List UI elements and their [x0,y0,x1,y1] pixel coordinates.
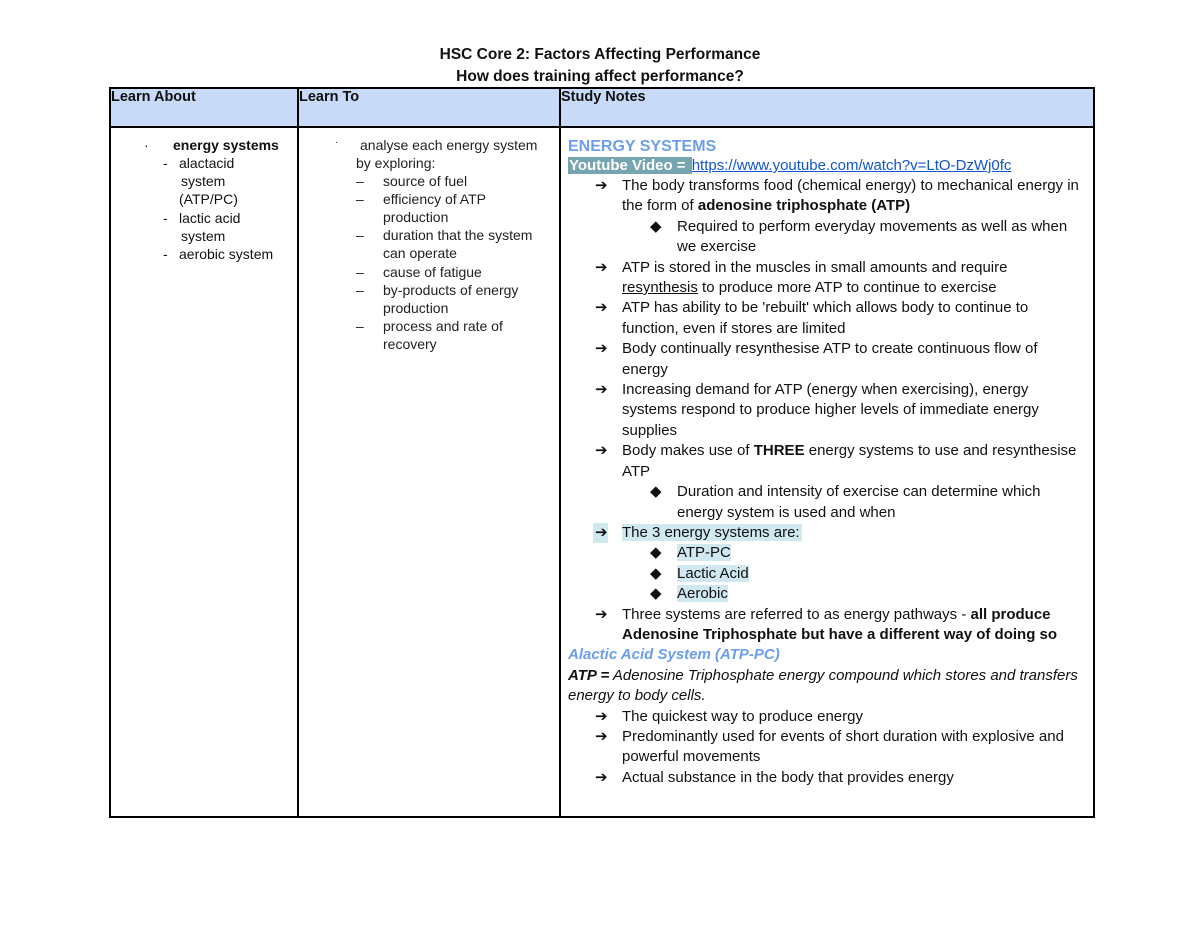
note-text: The quickest way to produce energy [622,707,863,725]
list-item [568,564,1087,584]
note-text: to produce more ATP to continue to exercise [697,279,997,297]
arrow-icon: ➔ [595,768,608,786]
note-text: ATP has ability to be 'rebuilt' which allows body to continue to function, even if stores are limited [622,299,1029,337]
list-item [356,263,556,281]
dash-icon: – [356,227,364,243]
list-item [568,258,1087,299]
note-bold: THREE [753,442,805,460]
energy-system-name: Lactic Acid [677,564,749,582]
arrow-icon: ➔ [595,258,608,276]
list-item [356,172,556,190]
page-subtitle: How does training affect performance? [456,68,744,85]
diamond-icon: ◆ [650,483,662,501]
sub-text: aerobic system [179,246,274,262]
list-item [356,317,556,353]
note-text: Duration and intensity of exercise can determine which energy system is used and when [677,483,1041,521]
dash-icon: - [163,155,168,171]
dash-icon: - [163,246,168,262]
atp-definition-text: Adenosine Triphosphate energy compound which stores and transfers energy to body cells. [568,666,1078,705]
dash-icon: - [163,210,168,226]
study-notes [561,128,1093,788]
arrow-icon: ➔ [593,523,608,543]
list-item [568,380,1087,441]
item-text: by-products of energy production [383,282,519,317]
list-item [568,768,1087,788]
arrow-icon: ➔ [595,177,608,194]
note-bold: all produce Adenosine Triphosphate but have a different way of doing so [622,605,1058,643]
bullet-icon: · [335,137,339,148]
diamond-icon: ◆ [650,217,662,235]
list-item [568,339,1087,380]
dash-icon: – [356,318,364,334]
list-item [568,605,1087,646]
header-learn-to: Learn To [298,88,560,127]
bullet-icon: · [144,137,149,153]
atp-term: ATP = [568,666,610,684]
energy-system-name: ATP-PC [677,544,731,562]
dash-icon: – [356,173,364,189]
sub-text: lactic acid [179,210,241,226]
table-header-row [110,88,1094,127]
diamond-icon: ◆ [650,564,662,582]
arrow-icon: ➔ [595,707,608,725]
arrow-icon: ➔ [595,727,608,745]
list-item [568,298,1087,339]
video-row [568,156,1087,176]
learn-to-intro [356,136,556,172]
item-text: cause of fatigue [383,264,482,280]
item-text: duration that the system can operate [383,227,533,262]
learn-to-intro-text: analyse each energy system by exploring: [356,137,538,172]
atp-definition [568,666,1087,707]
note-text: Required to perform everyday movements as well as when we exercise [677,217,1068,256]
list-item [568,727,1087,768]
list-item [568,707,1087,727]
video-label: Youtube Video = [569,157,690,174]
item-text: source of fuel [383,173,468,189]
arrow-icon: ➔ [595,442,608,460]
diamond-icon: ◆ [650,585,662,603]
note-text: Three systems are referred to as energy pathways - [622,605,971,623]
item-text: process and rate of recovery [383,318,503,353]
sub-text: alactacid [179,155,235,171]
youtube-link[interactable]: https://www.youtube.com/watch?v=LtO-DzWj0fc [691,157,1012,174]
sub-text: system [181,228,226,244]
arrow-icon: ➔ [595,381,608,399]
learn-about-cell [110,127,298,817]
diamond-icon: ◆ [650,544,662,562]
list-item [568,523,1087,543]
note-text: Actual substance in the body that provides energy [622,768,954,786]
item-text: efficiency of ATP production [383,191,486,226]
list-item [356,190,556,226]
note-underline: resynthesis [622,279,698,297]
list-item [568,176,1087,217]
sub-text: (ATP/PC) [179,191,238,207]
energy-system-name: Aerobic [677,585,728,603]
notes-heading: ENERGY SYSTEMS [568,138,717,155]
dash-icon: – [356,191,364,207]
list-item [568,217,1087,258]
note-text: Predominantly used for events of short duration with explosive and powerful movements [622,727,1064,766]
learn-about-main: energy systems [173,137,279,153]
header-study-notes: Study Notes [560,88,1094,127]
note-text: energy systems to use and resynthesise ATP [622,442,1077,480]
arrow-icon: ➔ [595,299,608,317]
list-item [568,543,1087,563]
list-item [568,584,1087,604]
list-item [568,441,1087,482]
learn-to-cell [298,127,560,817]
note-text: Body continually resynthesise ATP to create continuous flow of energy [622,340,1038,378]
note-bold: adenosine triphosphate (ATP) [697,197,911,215]
alactic-heading: Alactic Acid System (ATP-PC) [568,646,780,664]
dash-icon: – [356,282,364,298]
table-row [110,127,1094,817]
note-text: Increasing demand for ATP (energy when exercising), energy systems respond to produce higher levels of immediate energy supplies [622,381,1039,439]
study-table [109,87,1095,818]
arrow-icon: ➔ [595,340,608,358]
header-learn-about: Learn About [110,88,298,127]
list-item [568,482,1087,523]
list-item [356,226,556,262]
note-text: The body transforms food (chemical energy) to mechanical energy in the form of [622,177,1079,215]
page-title: HSC Core 2: Factors Affecting Performance [439,46,761,63]
arrow-icon: ➔ [595,605,608,623]
note-text: ATP is stored in the muscles in small amounts and require [622,258,1008,276]
sub-text: system [181,173,226,189]
note-text: Body makes use of [622,442,754,460]
list-item [356,281,556,317]
study-notes-cell [560,127,1094,817]
note-text: The 3 energy systems are: [622,523,800,541]
dash-icon: – [356,264,364,280]
